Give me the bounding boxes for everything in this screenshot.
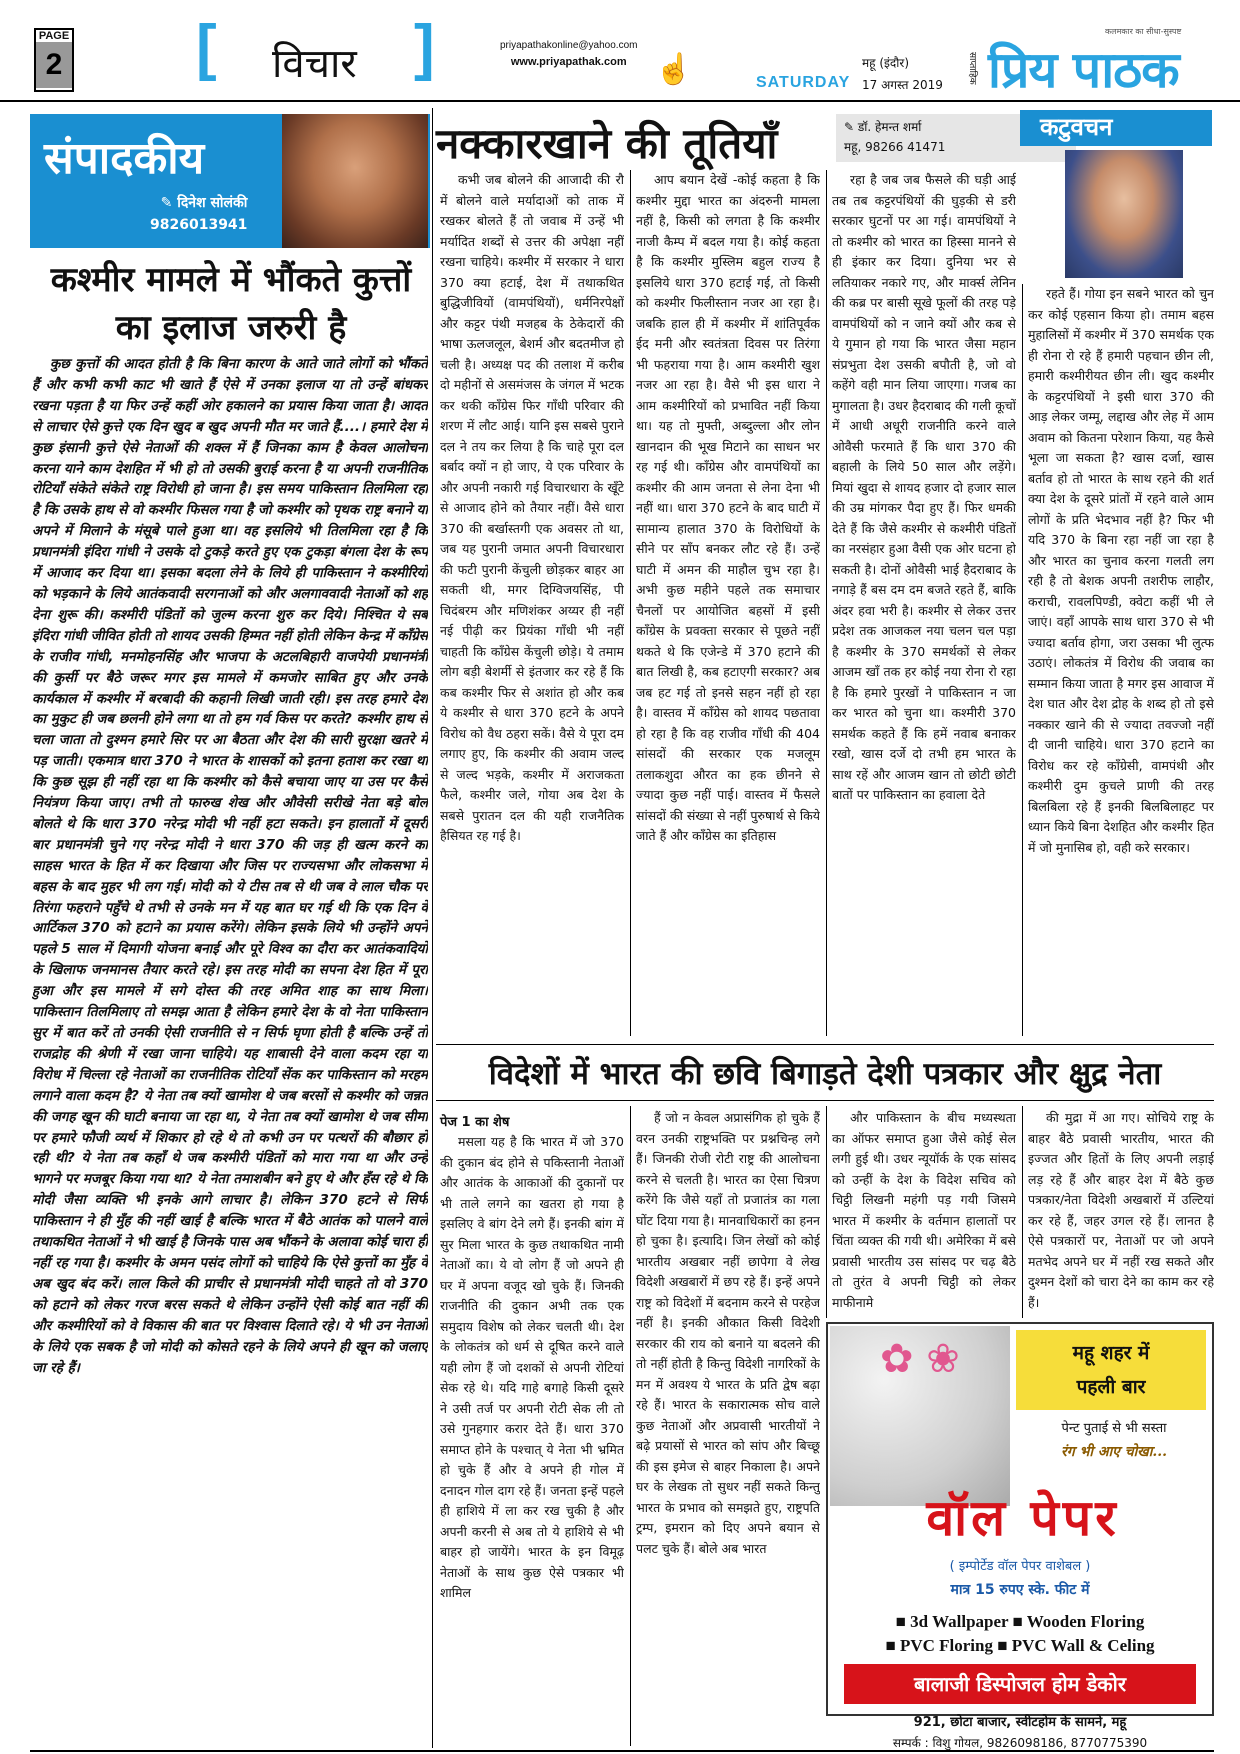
editorial-author-block — [150, 192, 247, 236]
ad-slogan: रंग भी आए चोखा... — [1061, 1444, 1167, 1460]
article-paragraph: मसला यह है कि भारत में जो 370 की दुकान बंद होने से पकिस्तानी नेताओं और आतंक के आकाओं की दुकानों पर भी ताले लगने का खतरा हो गया है इसलिए वे बांग देने लगे हैं। इनकी बांग में सुर मिला भारत के कुछ तथाकथित नामी नेताओं का। ये वो लोग हैं जो अपने ही घर में अपना वजूद खो चुके हैं। जिनकी राजनीति की दुकान अभी तक एक समुदाय विशेष को लेकर चलती थी। देश के लोकतंत्र को धर्म से दूषित करने वाले यही लोग हैं जो दशकों से अपनी रोटियां सेक रहे थे। यदि गाहे बगाहे किसी दूसरे ने उसी तर्ज पर अपनी रोटी सेक ली तो उसे गुनहगार करार देते हैं। धारा 370 समाप्त होने के पश्चात् ये नेता भी भ्रमित हो चुके हैं और वे अपने ही गोल में दनादन गोल दाग रहे हैं। जनता इन्हें पहले ही हाशिये में ला कर रख चुकी है और अपनी करनी से अब तो ये हाशिये से भी बाहर हो जायेंगे। भारत के इन विमूढ़ नेताओं के साथ कुछ ऐसे पत्रकार भी शामिल — [440, 1134, 624, 1600]
ad-tagline: पेन्ट पुताई से भी सस्ता — [1061, 1421, 1167, 1436]
article-paragraph: रहते हैं। गोया इन सबने भारत को चुन कर कोई एहसान किया हो। तमाम बहस मुहालिसों में कश्मीर में 370 समर्थक एक ही रोना रो रहे हैं हमारी पहचान छीन ली, हमारी कश्मीरीयत छीन ली। खुद कश्मीर के कट्टरपंथियों ने इसी धारा 370 की आड़ लेकर जम्मू, लद्दाख और लेह में आम अवाम को कितना परेशान किया, यह कैसे भूला जा सकता है? खास दर्जा, खास बर्ताव हो तो भारत के साथ रहने की शर्त क्या देश के दूसरे प्रांतों में रहने वाले आम लोगों के प्रति भेदभाव नहीं है? फिर भी यदि 370 के बिना रहा नहीं जा रहा है और भारत का चुनाव करना गलती लग रही है तो बेशक अपनी तशरीफ लाहौर, कराची, रावलपिण्डी, क्वेटा कहीं भी ले जाएं। वहाँ आपके साथ धारा 370 से भी ज्यादा बर्ताव होगा, जरा उसका भी लुत्फ उठाएं। लोकतंत्र में विरोध की जवाब का सम्मान किया जाता है मगर इस आवाज में देश घात और देश द्रोह के शब्द हो तो इसे नक्कार खाने की से ज्यादा तवज्जो नहीं दी जानी चाहिये। धारा 370 हटाने का विरोध कर रहे कॉंग्रेसी, वामपंथी और कश्मीरी दुम कुचले प्राणी की तरह बिलबिला रहे हैं इनकी बिलबिलाहट पर ध्यान किये बिना देशहित और कश्मीर हित में जो मुनासिब हो, वही करे सरकार। — [1028, 286, 1214, 855]
ad-features-line1: ■ 3d Wallpaper ■ Wooden Floring — [895, 1612, 1145, 1631]
date: 17 अगस्त 2019 — [862, 78, 943, 92]
section-rule — [436, 1100, 1214, 1101]
article-paragraph: रहा है जब जब फैसले की घड़ी आई तब तब कट्टरपंथियों की घुड़की से डरी सरकार घुटनों पर आ गई। वामपंथियों ने तो कश्मीर को भारत का हिस्सा मानने से ही इंकार कर दिया। दुनिया भर से लतियाकर नकारे गए, और मार्क्स लेनिन की कब्र पर बासी सूखे फूलों की तरह पड़े वामपंथियों को न जाने क्यों और कब से ये गुमान हो गया कि भारत जैसा महान संप्रभुता देश उसकी बपौती है, जो वो कहेंगे वही मान लिया जाएगा। गजब का मुगालता है। उधर हैदराबाद की गली कूचों में आधी अधूरी राजनीति करने वाले ओवैसी फरमाते हैं कि धारा 370 की बहाली के लिये 50 साल और लड़ेंगे। मियां खुदा से शायद हजार दो हजार साल की उम्र मांगकर पैदा हुए हैं। फिर धमकी देते हैं कि जैसे कश्मीर से कश्मीरी पंडितों का नरसंहार हुआ वैसी एक ओर घटना हो सकती है। दोनों ओवैसी भाई हैदराबाद के नगाड़े हैं बस दम दम बजते रहते हैं, बाकि अंदर हवा भरी है। कश्मीर से लेकर उत्तर प्रदेश तक आजकल नया चलन चल पड़ा है कश्मीर के 370 समर्थकों से लेकर आजम खाँ तक हर कोई नया रोना रो रहा है कि हमारे पुरखों ने पाकिस्तान न जा कर भारत को चुना था। कश्मीरी 370 समर्थक कहते हैं कि हमें नवाब बनाकर रखो, खास दर्जे दो तभी हम भारत के साथ रहें और आजम खान तो छोटी छोटी बातों पर पाकिस्तान का हवाला देते — [832, 172, 1016, 802]
article-column-4 — [1028, 284, 1214, 1038]
pointing-hand-icon: ☝ — [655, 52, 693, 87]
section-rule — [436, 1044, 1214, 1045]
ad-contact: सम्पर्क : विशु गोयल, 9826098186, 8770775390 — [892, 1736, 1148, 1750]
ad-product-title: वॉल पेपर — [926, 1489, 1120, 1547]
page-number-box — [34, 28, 74, 92]
editorial-phone: 9826013941 — [150, 217, 248, 233]
columnist-photo — [1065, 150, 1183, 278]
article-paragraph: हैं जो न केवल अप्रासंगिक हो चुके हैं वरन उनकी राष्ट्रभक्ति पर प्रश्नचिन्ह लगे हैं। जिनकी रोजी रोटी राष्ट्र की आलोचना करने से चलती है। भारत का ऐसा चित्रण करेंगे कि जैसे यहाँ तो प्रजातंत्र का गला घोंट दिया गया है। मानवाधिकारों का हनन हो चुका है। इत्यादि। जिन लेखों को कोई भारतीय अखबार नहीं छापेगा वे लेख विदेशी अखबारों में छप रहे हैं। इन्हें अपने राष्ट्र को विदेशों में बदनाम करने से परहेज नहीं है। इनकी औकात किसी विदेशी सरकार की राय को बनाने या बदलने की तो नहीं होती है किन्तु विदेशी नागरिकों के मन में अवश्य ये भारत के प्रति द्वेष बढ़ा रहे हैं। भारत के सकारात्मक सोच वाले कुछ नेताओं और अप्रवासी भारतीयों ने बढ़े प्रयासों से भारत को सांप और बिच्छू की इस इमेज से बाहर निकाला है। अपने घर के लेखक तो सुधर नहीं सकते किन्तु भारत के प्रभाव को समझते हुए, राष्ट्रपति ट्रम्प, इमरान को दिए अपने बयान से पलट चुके हैं। बोले अब भारत — [636, 1110, 820, 1556]
article2-headline: विदेशों में भारत की छवि बिगाड़ते देशी पत्रकार और क्षुद्र नेता — [488, 1056, 1162, 1092]
column-rule — [1022, 284, 1023, 1036]
article2-column-1 — [440, 1132, 624, 1746]
column-label: कटुवचन — [1040, 113, 1113, 141]
article-paragraph: की मुद्रा में आ गए। सोचिये राष्ट्र के बाहर बैठे प्रवासी भारतीय, भारत की इज्जत और हितों के लिए अपनी लड़ाई लड़ रहे हैं और बाहर देश में बैठे कुछ पत्रकार/नेता विदेशी अखबारों में उल्टियां कर रहे हैं, जहर उगल रहे हैं। लानत है ऐसे पत्रकारों पर, नेताओं पर जो अपने मतभेद अपने घर में नहीं रख सकते और दुश्मन देशों को चारा देने का काम कर रहे हैं। — [1028, 1110, 1214, 1310]
editorial-headline: कश्मीर मामले में भौंकते कुत्तों का इलाज जरुरी है — [50, 260, 412, 348]
masthead-tag: साप्ताहिक — [967, 52, 977, 85]
contact-block — [500, 38, 637, 71]
ad-dealer-name: बालाजी डिस्पोजल होम डेकोर — [844, 1664, 1196, 1704]
flower-icon: ✿ ❀ — [880, 1336, 960, 1382]
article-paragraph: आप बयान देखें -कोई कहता है कि कश्मीर मुद्दा भारत का अंदरुनी मामला नहीं है, किसी को लगता है कि कश्मीर नाजी कैम्प में बदल गया है। कोई कहता है कि कश्मीर मुस्लिम बहुल राज्य है इसलिये धारा 370 हटाई गई, तो किसी को कश्मीर फिलीस्तान नजर आ रहा है। जबकि हाल ही में कश्मीर में शांतिपूर्वक ईद मनी और स्वतंत्रता दिवस पर तिरंगा भी फहराया गया है। आम कश्मीरी खुश नजर आ रहा है। वैसे भी इस धारा ने आम कश्मीरियों को प्रभावित नहीं किया था। यह तो मुफ्ती, अब्दुल्ला और लोन खानदान की भूख मिटाने का साधन भर रह गई थी। कॉंग्रेस और वामपंथियों का कश्मीर की आम जनता से लेना देना भी नहीं था। धारा 370 हटने के बाद घाटी में सामान्य हालात 370 के विरोधियों के सीने पर साँप बनकर लौट रहे हैं। उन्हें घाटी में अमन की माहौल चुभ रहा है। अभी कुछ महीने पहले तक समाचार चैनलों पर आयोजित बहसों में इसी कॉंग्रेस के प्रवक्ता सरकार से पूछते नहीं थकते थे कि एजेन्डे में 370 हटाने की बात लिखी है, कब हटाएगी सरकार? अब जब हट गई तो इनसे सहन नहीं हो रहा है। वास्तव में कॉंग्रेस को शायद पछतावा हो रहा है कि वह राजीव गाँधी की 404 सांसदों की सरकार एक मजलूम तलाकशुदा औरत का हक छीनने से ज्यादा कुछ नहीं पाई। वास्तव में फैसले सांसदों की संख्या से नहीं पुरुषार्थ से किये जाते हैं और कॉंग्रेस का इतिहास — [636, 172, 820, 843]
left-bracket-icon: [ — [196, 13, 217, 82]
editorial-author: दिनेश सोलंकी — [177, 195, 248, 211]
ad-features — [836, 1610, 1204, 1658]
article-column-1 — [440, 170, 624, 1038]
column-rule — [1022, 1106, 1023, 1318]
dateline — [862, 52, 943, 96]
byline — [844, 117, 945, 157]
email-link[interactable]: priyapathakonline@yahoo.com — [500, 40, 638, 51]
pen-icon: ✎ — [160, 195, 178, 211]
editorial-body — [32, 354, 428, 1746]
ad-features-line2: ■ PVC Floring ■ PVC Wall & Celing — [885, 1636, 1155, 1655]
page-number: 2 — [36, 42, 72, 88]
article-column-3 — [832, 170, 1016, 1038]
article-headline: नक्कारखाने की तूतियाँ — [436, 119, 778, 168]
ad-imported-note: ( इम्पोर्टेड वॉल पेपर वाशेबल ) — [949, 1559, 1091, 1574]
article-contact: महू, 98266 41471 — [844, 140, 946, 154]
column-rule — [432, 108, 433, 1748]
column-rule — [630, 170, 631, 1036]
article2-column-3 — [832, 1108, 1016, 1318]
website-link[interactable]: www.priyapathak.com — [510, 56, 627, 68]
ad-highlight-box — [1016, 1330, 1206, 1410]
ad-top-line1: महू शहर में — [1072, 1342, 1150, 1364]
article2-column-2 — [636, 1108, 820, 1746]
right-bracket-icon: ] — [414, 13, 435, 82]
section-title: विचार — [272, 41, 357, 87]
footer-rule — [30, 1750, 1214, 1752]
pen-icon: ✎ — [844, 120, 858, 134]
column-rule — [630, 1106, 631, 1746]
article-paragraph: और पाकिस्तान के बीच मध्यस्थता का ऑफर समाप्त हुआ जैसे कोई सेल लगी हुई थी। उधर न्यूयॉर्क के एक सांसद को उन्हीं के देश के विदेश सचिव को चिट्ठी लिखनी महंगी पड़ गयी जिसमे भारत में कश्मीर के वर्तमान हालातों पर चिंता व्यक्त की गयी थी। अमेरिका में बसे प्रवासी भारतीय उस सांसद पर चढ़ बैठे तो तुरंत वे अपनी चिट्ठी को लेकर माफीनामे — [832, 1110, 1016, 1310]
header-rule — [0, 100, 1240, 102]
editor-photo — [282, 114, 428, 248]
editorial-label: संपादकीय — [44, 133, 205, 184]
article2-column-4 — [1028, 1108, 1214, 1318]
column-rule — [826, 1106, 827, 1318]
city: महू (इंदौर) — [862, 56, 910, 70]
masthead-logo: प्रिय पाठक — [988, 41, 1179, 99]
weekday: SATURDAY — [756, 74, 851, 91]
ad-address: 921, छोटा बाजार, स्वीटहोम के सामने, महू — [913, 1715, 1127, 1730]
article-author: डॉ. हेमन्त शर्मा — [857, 120, 922, 134]
article-paragraph: कभी जब बोलने की आजादी की रौ में बोलने वाले मर्यादाओं को ताक में रखकर बोलते हैं तो जवाब में उन्हें भी मर्यादित शब्दों से उत्तर की अपेक्षा नहीं रखना चाहिये। कश्मीर में सरकार ने धारा 370 क्या हटाई, देश में तथाकथित बुद्धिजीवियों (वामपंथियों), धर्मनिरपेक्षों और कट्टर पंथी मजहब के ठेकेदारों की भाषा ऊलजलूल, बेशर्म और बदतमीज हो चली है। अध्यक्ष पद की तलाश में करीब दो महीनों से असमंजस के जंगल में भटक कर थकी कॉंग्रेस फिर गाँधी परिवार की शरण में लौट आई। यानि इस सबसे पुराने दल ने तय कर लिया है कि चाहे पूरा दल बर्बाद क्यों न हो जाए, ये एक परिवार के और अपनी नकारी गई विचारधारा के खूँटे से आजाद होने को तैयार नहीं। वैसे धारा 370 की बर्खास्तगी एक अवसर तो था, जब यह पुरानी जमात अपनी विचारधारा की फटी पुरानी केंचुली छोड़कर बाहर आ सकती थी, मगर दिग्विजयसिंह, पी चिदंबरम और मणिशंकर अय्यर ही नहीं नई पीढ़ी कर प्रियंका गाँधी भी नहीं चाहती कि कॉंग्रेस केंचुली छोड़े। ये तमाम लोग बड़ी बेशर्मी से इंतजार कर रहे हैं कि कब कश्मीर फिर से अशांत हो और कब ये कश्मीर से धारा 370 हटने के अपने विरोध को वैध ठहरा सकें। वैसे ये पूरा दम लगाए हुए, कि कश्मीर की अवाम जल्द से जल्द भड़के, कश्मीर में अराजकता फैले, कश्मीर जले, गोया अब देश के सबसे पुरातन दल की यही राजनैतिक हैसियत रह गई है। — [440, 172, 624, 843]
masthead-subtitle: कलमकार का सीधा-सुस्पष्ट — [1105, 27, 1182, 36]
ad-price: मात्र 15 रुपए स्के. फीट में — [950, 1582, 1090, 1598]
article-column-2 — [636, 170, 820, 1038]
ad-top-line2: पहली बार — [1076, 1376, 1146, 1398]
column-rule — [826, 170, 827, 1036]
editorial-paragraph: कुछ कुत्तों की आदत होती है कि बिना कारण के आते जाते लोगों को भौंकते हैं और कभी कभी काट भी खाते हैं ऐसे में उनका इलाज या तो उन्हें बांधकर रखना पड़ता है या फिर उन्हें कहीं ओर हकालने का प्रयास किया जाता है। आदत से लाचार ऐसे कुत्ते एक दिन खुद ब खुद अपनी मौत मर जाते हैं....। हमारे देश में कुछ इंसानी कुत्ते ऐसे नेताओं की शक्ल में हैं जिनका काम है केवल आलोचना करना याने काम देशहित में भी हो तो उसकी बुराई करना है या अपनी राजनीतिक रोटियाँ संकेते संकेते राष्ट्र विरोधी हो जाना है। इस समय पाकिस्तान तिलमिला रहा है कि उसके हाथ से वो कश्मीर फिसल गया है जो कश्मीर को पृथक राष्ट्र बनाने या अपने में मिलाने के मंसूबे पाले हुआ था। वह इसलिये भी तिलमिला रहा है कि प्रधानमंत्री इंदिरा गांधी ने उसके दो टुकड़े करते हुए एक टुकड़ा बंगला देश के रूप में आजाद कर दिया था। इसका बदला लेने के लिये ही पाकिस्तान ने कश्मीरियों को भड़काने के लिये आतंकवादी सरगनाओं को और अलगाववादी नेताओं को शह देना शुरू की। कश्मीरी पंडितों को जुल्म करना शुरु कर दिये। निश्चित ये सब इंदिरा गांधी जीवित होती तो शायद उसकी हिम्मत नहीं होती लेकिन केन्द्र में कॉंग्रेस के राजीव गांधी, मनमोहनसिंह और भाजपा के अटलबिहारी वाजपेयी प्रधानमंत्री की कुर्सी पर बैठे जरूर मगर इस मामले में कमजोर साबित हुए और उनके कार्यकाल में कश्मीर में बरबादी की कहानी लिखी जाती रही। इस तरह हमारे देश का मुकुट ही जब छलनी होने लगा था तो हम गर्व किस पर करते? कश्मीर हाथ से चला जाता तो दुश्मन हमारे सिर पर आ बैठता और देश की सारी सुरक्षा खतरे में पड़ जाती। एकमात्र धारा 370 ने भारत के शासकों को इतना हताश कर रखा था कि कुछ सूझ ही नहीं रहा था कि कश्मीर को कैसे बचाया जाए या उस पर कैसे नियंत्रण किया जाए। तभी तो फारुख शेख और औवेसी सरीखे नेता बड़े बोल बोलते थे कि धारा 370 नरेन्द्र मोदी भी नहीं हटा सकते। इन हालातों में दूसरी बार प्रधानमंत्री चुने गए नरेन्द्र मोदी ने धारा 370 की जड़ ही खत्म करने का साहस भारत के हित में कर दिखाया और जिस पर राज्यसभा और लोकसभा में बहस के बाद मुहर भी लग गई। मोदी को ये टीस तब से थी जब वे लाल चौक पर तिरंगा फहराने पहुँचे थे तभी से उनके मन में यह बात घर गई थी कि एक दिन वे आर्टिकल 370 को हटाने का प्रयास करेंगे। लेकिन इसके लिये भी उन्होंने अपने पहले 5 साल में दिमागी योजना बनाई और पूरे विश्व का दौरा कर आतंकवादियों के खिलाफ जनमानस तैयार करते रहे। इस तरह मोदी का सपना देश हित में पूरा हुआ और इस मामले में सगे दोस्त की तरह अमित शाह का साथ मिला। पाकिस्तान तिलमिलाए तो समझ आता है लेकिन हमारे देश के वो नेता पाकिस्तान सुर में बात करें तो उनकी ऐसी राजनीति से न सिर्फ घृणा होती है बल्कि उन्हें तो राजद्रोह की श्रेणी में रखा जाना चाहिये। यह शाबासी देने वाला कदम रहा या विरोध में चिल्ला रहे नेताओं का राजनीतिक रोटियाँ सेंक कर पाकिस्तान को मरहम लगाने वाला कदम है? ये नेता तब क्यों खामोश थे जब बरसों से कश्मीर को जन्नत की जगह खून की घाटी बनाया जा रहा था, ये नेता तब क्यों खामोश थे जब सीमा पर हमारे फौजी व्यर्थ में शिकार हो रहे थे तो कभी उन पर पत्थरों की बौछार हो रही थी? ये नेता तब कहाँ थे जब कश्मीरी पंडितों को मारा गया था और उन्हें भागने पर मजबूर किया गया था? ये नेता तमाशबीन बने हुए थे और हँस रहे थे कि मोदी जैसा व्यक्ति भी इनके आगे लाचार है। लेकिन 370 हटने से सिर्फ पाकिस्तान ने ही मुँह की नहीं खाई है बल्कि भारत में बैठे आतंक को पालने वाले तथाकथित नेताओं ने भी खाई है जिनके पास अब भौंकने के अलावा कोई चारा ही नहीं रह गया है। कश्मीर के अमन पसंद लोगों को चाहिये कि ऐसे कुत्तों का मुँह वे अब खुद बंद करें। लाल किले की प्राचीर से प्रधानमंत्री मोदी चाहते तो वो 370 को हटाने को लेकर गरज बरस सकते थे लेकिन उन्होंने ऐसी कोई बात नहीं की और कश्मीरियों को वे विकास की बात पर विश्वास दिलाते रहे। ये भी उन नेताओं के लिये एक सबक है जो मोदी को कोसते रहने के लिये अपने ही खून को जलाए जा रहे हैं। — [32, 356, 428, 1376]
continued-label: पेज 1 का शेष — [440, 1115, 510, 1130]
page-label: PAGE — [36, 30, 72, 42]
